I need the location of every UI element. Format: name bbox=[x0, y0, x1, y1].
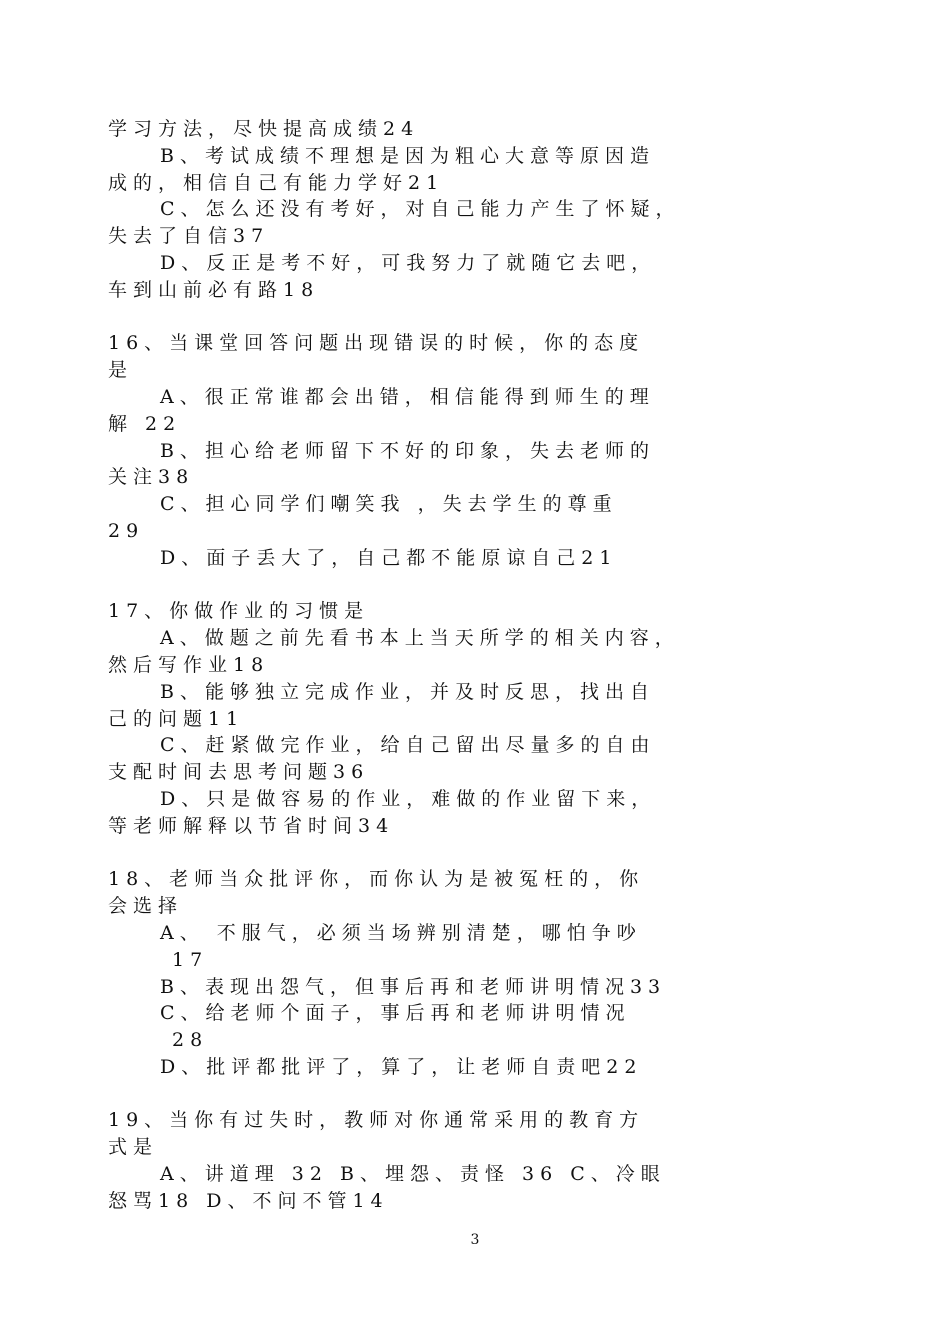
text-line: D、反正是考不好，可我努力了就随它去吧， bbox=[160, 251, 657, 274]
text-line: 学习方法，尽快提高成绩24 bbox=[108, 118, 420, 140]
text-line: D、批评都批评了，算了，让老师自责吧22 bbox=[160, 1055, 643, 1078]
text-line: 解 22 bbox=[108, 412, 182, 435]
text-line: 关注38 bbox=[108, 466, 195, 489]
blank-line bbox=[108, 304, 860, 331]
text-line: C、担心同学们嘲笑我 ，失去学生的尊重 bbox=[160, 493, 618, 516]
blank-line bbox=[108, 572, 860, 599]
text-line: 式是 bbox=[108, 1136, 159, 1159]
text-line: C、赶紧做完作业，给自己留出尽量多的自由 bbox=[160, 734, 656, 757]
text-line: B、考试成绩不理想是因为粗心大意等原因造 bbox=[160, 144, 655, 167]
text-line: A、 不服气，必须当场辨别清楚，哪怕争吵 bbox=[160, 921, 642, 944]
text-line: 28 bbox=[172, 1029, 209, 1052]
text-line: 16、当课堂回答问题出现错误的时候，你的态度 bbox=[108, 332, 645, 355]
text-line: 支配时间去思考问题36 bbox=[108, 761, 370, 784]
text-line: A、很正常谁都会出错，相信能得到师生的理 bbox=[160, 385, 655, 408]
text-line: 失去了自信37 bbox=[108, 225, 270, 248]
text-line: 是 bbox=[108, 359, 134, 382]
text-line: 然后写作业18 bbox=[108, 653, 270, 676]
text-line: 会选择 bbox=[108, 895, 184, 918]
text-line: 17 bbox=[172, 948, 209, 971]
text-line: A、讲道理 32 B、埋怨、责怪 36 C、冷眼 bbox=[160, 1163, 666, 1186]
text-line: B、能够独立完成作业，并及时反思，找出自 bbox=[160, 680, 655, 703]
text-line: 己的问题11 bbox=[108, 707, 245, 730]
text-line: 怒骂18 D、不问不管14 bbox=[108, 1189, 389, 1212]
text-line: C、给老师个面子，事后再和老师讲明情况 bbox=[160, 1002, 631, 1025]
text-line: D、面子丢大了，自己都不能原谅自己21 bbox=[160, 546, 618, 569]
blank-line bbox=[108, 1081, 860, 1108]
text-line: B、担心给老师留下不好的印象，失去老师的 bbox=[160, 439, 655, 462]
text-line: 29 bbox=[108, 519, 145, 542]
text-line: 车到山前必有路18 bbox=[108, 278, 320, 301]
text-line: 18、老师当众批评你，而你认为是被冤枉的，你 bbox=[108, 868, 645, 891]
text-line: 等老师解释以节省时间34 bbox=[108, 814, 395, 837]
questionnaire-text bbox=[108, 116, 860, 1215]
text-line: 17、你做作业的习惯是 bbox=[108, 600, 370, 623]
text-line: A、做题之前先看书本上当天所学的相关内容， bbox=[160, 627, 680, 650]
text-line: D、只是做容易的作业，难做的作业留下来， bbox=[160, 787, 657, 810]
text-line: B、表现出怨气，但事后再和老师讲明情况33 bbox=[160, 975, 667, 998]
text-line: 19、当你有过失时，教师对你通常采用的教育方 bbox=[108, 1109, 645, 1132]
blank-line bbox=[108, 840, 860, 867]
text-line: C、怎么还没有考好，对自己能力产生了怀疑， bbox=[160, 198, 681, 221]
text-line: 成的，相信自己有能力学好21 bbox=[108, 171, 445, 194]
page-number: 3 bbox=[470, 1232, 480, 1248]
